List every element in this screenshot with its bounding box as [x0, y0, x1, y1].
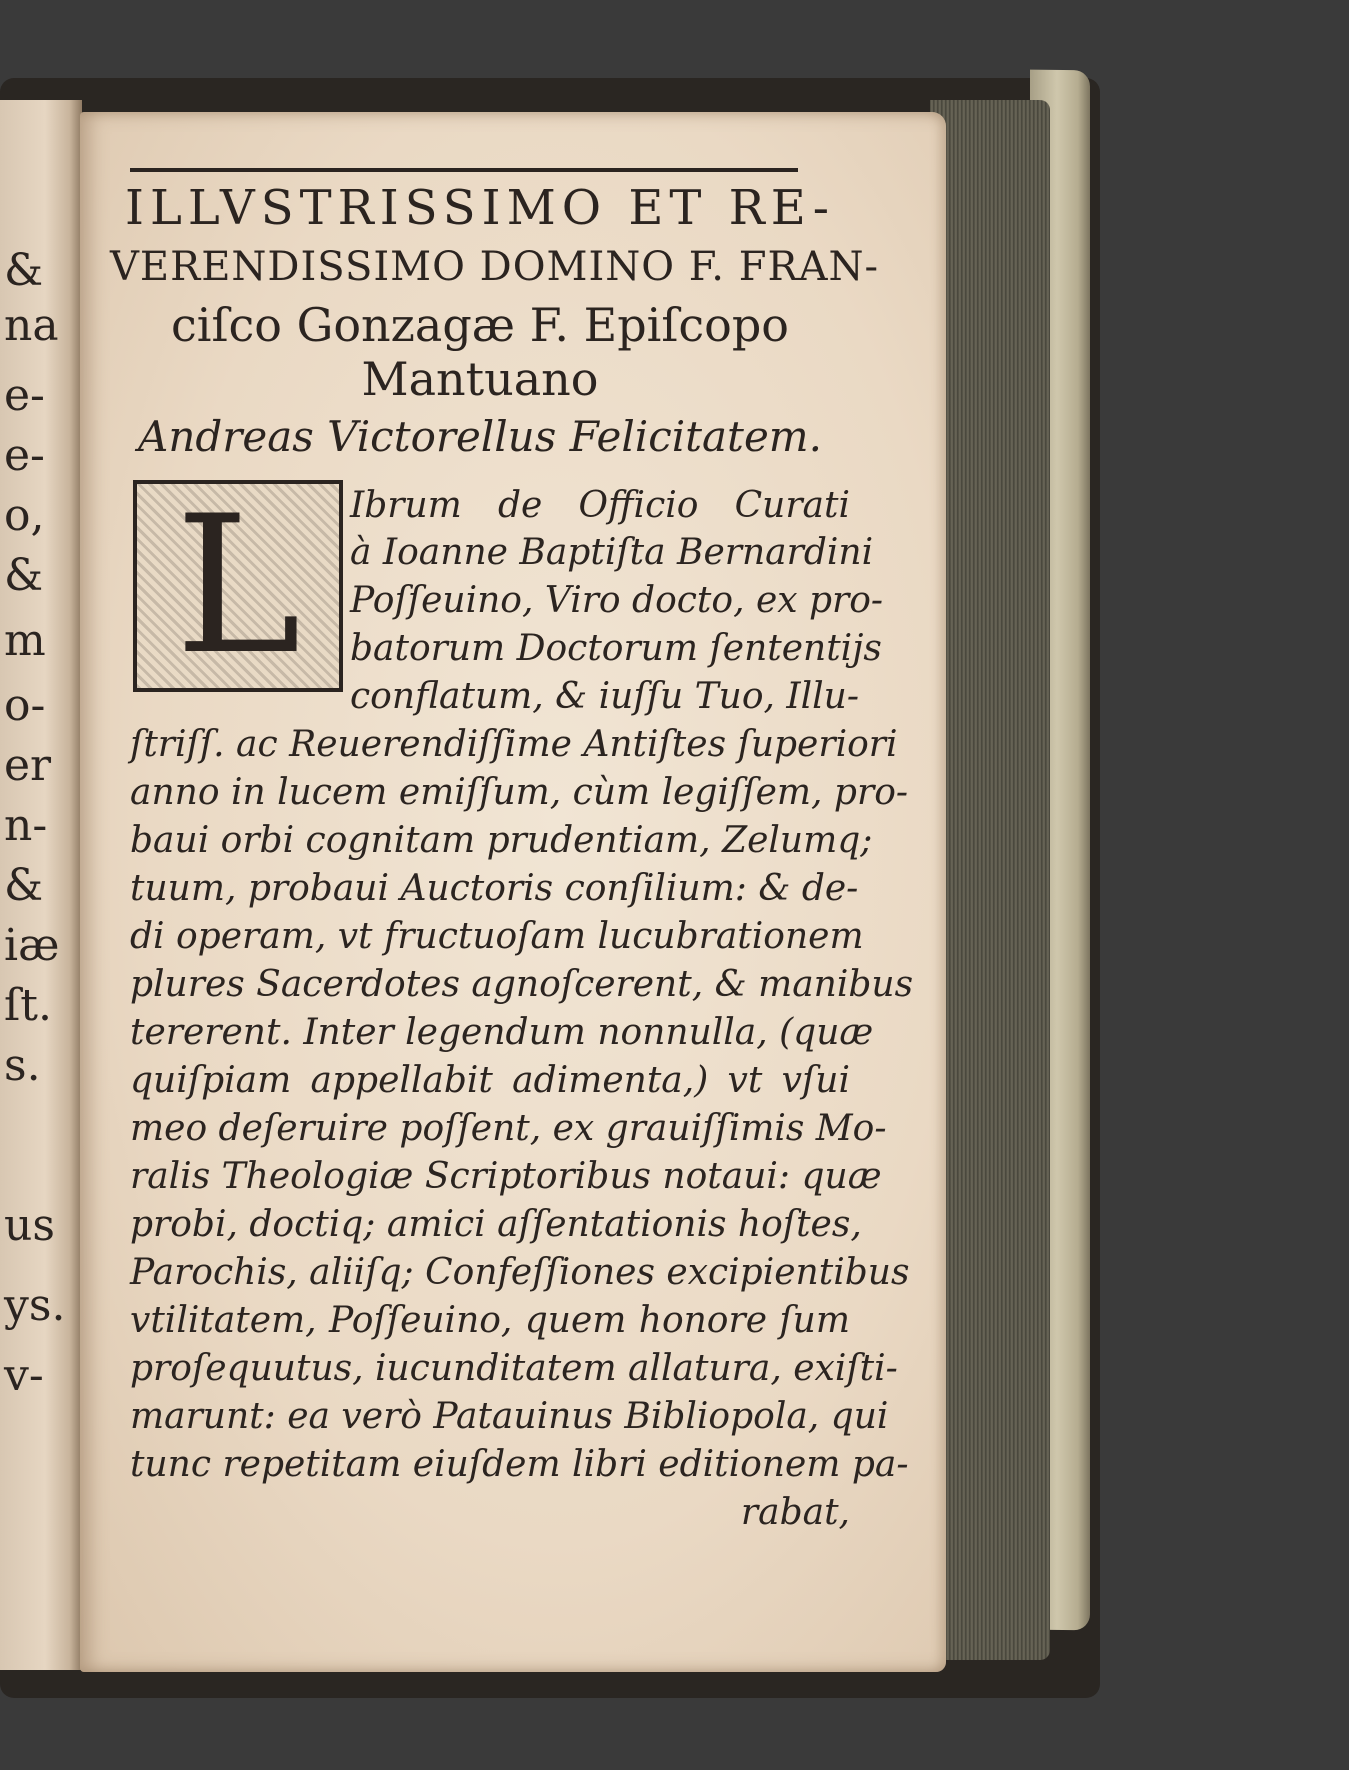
left-fragment: & [4, 245, 44, 296]
left-fragment: us [4, 1200, 55, 1251]
page-fore-edge [930, 100, 1050, 1660]
left-fragment: m [4, 615, 46, 666]
left-fragment: o- [4, 680, 46, 731]
header-rule [130, 168, 798, 172]
left-fragment: na [4, 300, 59, 351]
catchword: rabat, [740, 1492, 850, 1533]
left-fragment: ys. [4, 1280, 66, 1331]
body-line: conflatum, & iuſſu Tuo, Illu- [350, 676, 859, 717]
title-line-2: VERENDISSIMO DOMINO F. FRAN- [110, 244, 879, 290]
left-fragment: s. [4, 1040, 41, 1091]
body-line: plures Sacerdotes agnoſcerent, & manibus [130, 964, 914, 1005]
title-line-4: Mantuano [361, 352, 599, 406]
body-line: Parochis, aliiſq; Confeſſiones excipientibus [130, 1252, 910, 1293]
body-line: probi, doctiq; amici aſſentationis hoſtes, [130, 1204, 862, 1245]
left-fragment: o, [4, 490, 45, 541]
body-line: marunt: ea verò Patauinus Bibliopola, qui [130, 1396, 889, 1437]
initial-letter: L [174, 475, 302, 696]
left-fragment: & [4, 550, 44, 601]
left-fragment: ſt. [4, 980, 52, 1031]
body-line: anno in lucem emiſſum, cùm legiſſem, pro- [130, 772, 909, 813]
title-line-1: ILLVSTRISSIMO ET RE- [125, 180, 835, 236]
body-line: meo deſeruire poſſent, ex grauiſſimis Mo- [130, 1108, 887, 1149]
body-line: di operam, vt fructuoſam lucubrationem [130, 916, 864, 957]
body-line: Poſſeuino, Viro docto, ex pro- [350, 580, 884, 621]
title-line-5: Andreas Victorellus Felicitatem. [138, 412, 822, 461]
body-line: Ibrum de Officio Curati [350, 485, 850, 526]
left-fragment: n- [4, 800, 48, 851]
decorated-initial [133, 475, 343, 696]
left-fragment: & [4, 860, 44, 911]
body-line: vtilitatem, Poſſeuino, quem honore ſum [130, 1300, 850, 1341]
body-line: à Ioanne Baptiſta Bernardini [350, 532, 874, 573]
left-fragment: e- [4, 370, 45, 421]
title-line-3: ciſco Gonzagæ F. Epiſcopo [171, 298, 789, 352]
body-line: batorum Doctorum ſententijs [350, 628, 882, 669]
body-line: tererent. Inter legendum nonnulla, (quæ [130, 1012, 874, 1053]
body-line: proſequutus, iucunditatem allatura, exiſti- [130, 1348, 898, 1389]
body-line: baui orbi cognitam prudentiam, Zelumq; [130, 820, 873, 861]
left-fragment: e- [4, 430, 45, 481]
left-page-fragment [0, 100, 82, 1670]
body-line: ralis Theologiæ Scriptoribus notaui: quæ [130, 1156, 882, 1197]
left-fragment: v- [4, 1350, 44, 1401]
body-line: quiſpiam appellabit adimenta,) vt vſui [130, 1060, 850, 1101]
body-line: ſtriſſ. ac Reuerendiſſime Antiſtes ſuperiori [130, 724, 898, 765]
body-line: tuum, probaui Auctoris conſilium: & de- [130, 868, 859, 909]
left-fragment: er [4, 740, 52, 791]
left-fragment: iæ [4, 920, 60, 971]
body-line: tunc repetitam eiuſdem libri editionem pa- [130, 1444, 909, 1485]
